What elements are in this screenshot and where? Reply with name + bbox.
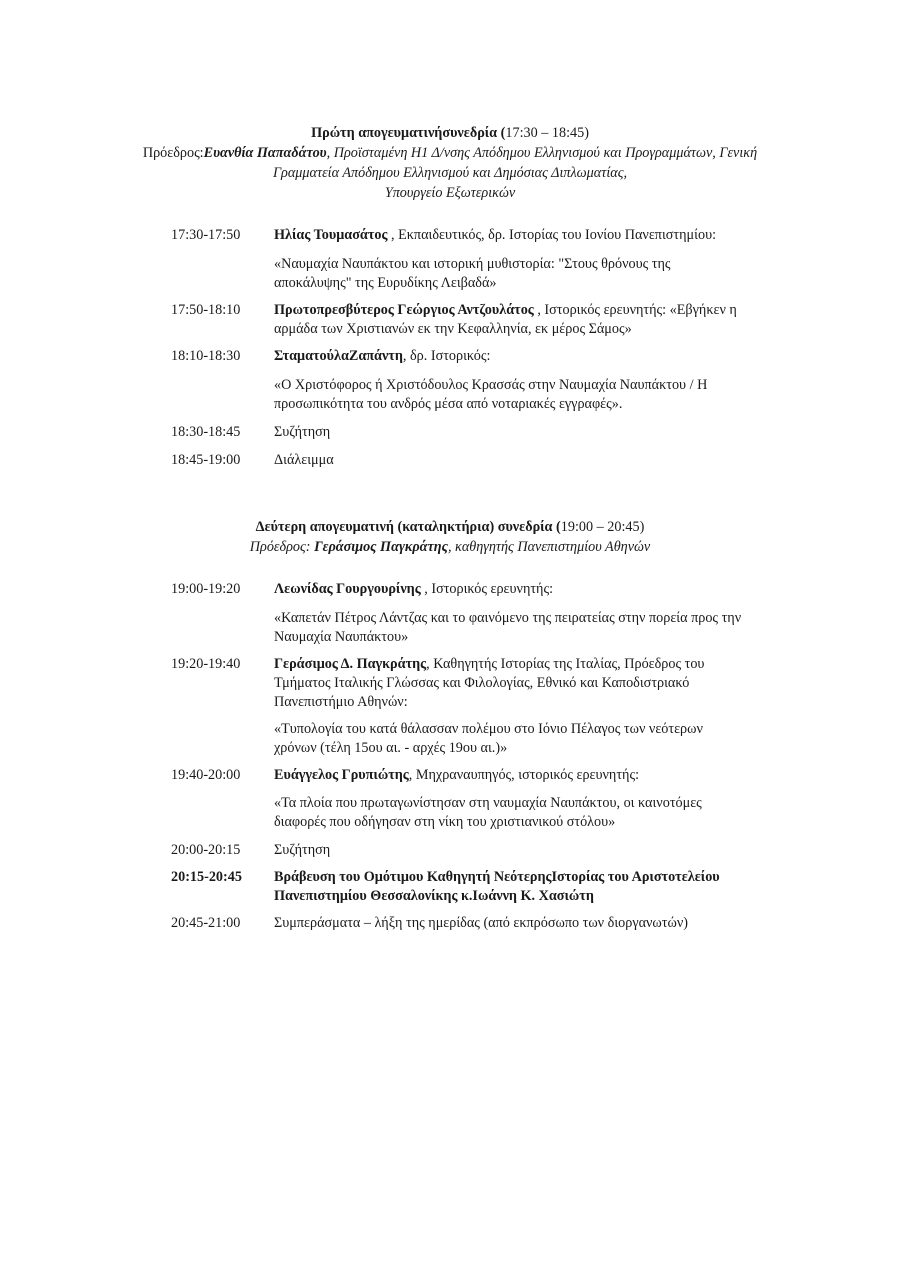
session2-chair xyxy=(250,539,650,555)
speaker-name: Ευάγγελος Γρυπιώτης xyxy=(274,767,409,783)
talk-title-line: χρόνων (τέλη 15ου αι. - αρχές 19ου αι.)» xyxy=(274,740,508,756)
time-slot: 18:10-18:30 xyxy=(171,348,241,364)
time-slot: 19:00-19:20 xyxy=(171,581,241,597)
session1-chair-prefix: Πρόεδρος: xyxy=(142,145,204,161)
speaker-name: Πρωτοπρεσβύτερος Γεώργιος Αντζουλάτος xyxy=(274,302,534,318)
session1-title xyxy=(60,123,840,143)
speaker-line xyxy=(274,655,794,712)
talk-title-line: προσωπικότητα του ανδρός μέσα από νοταριακές εγγραφές». xyxy=(274,396,623,412)
award-line: Πανεπιστημίου Θεσσαλονίκης κ.Ιωάννη Κ. Χασιώτη xyxy=(274,888,594,904)
speaker-affiliation: , δρ. Ιστορικός: xyxy=(402,348,491,364)
time-slot: 17:30-17:50 xyxy=(171,227,241,243)
time-slot: 18:30-18:45 xyxy=(171,424,241,440)
time-slot: 20:00-20:15 xyxy=(171,842,241,858)
session1-chair-name: Ευανθία Παπαδάτου xyxy=(203,145,327,161)
talk-title xyxy=(274,794,794,832)
speaker-line xyxy=(274,347,794,366)
session2-title xyxy=(60,517,840,537)
speaker-line-continued: αρμάδα των Χριστιανών εκ την Κεφαλληνία, εκ μέρος Σάμος» xyxy=(274,321,632,337)
session1-chair-role-1: , Προϊσταμένη Η1 Δ/νσης Απόδημου Ελληνισμού και Προγραμμάτων, Γενική xyxy=(326,145,758,161)
talk-title-line: «Ο Χριστόφορος ή Χριστόδουλος Κρασσάς στην Ναυμαχία Ναυπάκτου / Η xyxy=(274,377,708,393)
speaker-affiliation: , Εκπαιδευτικός, δρ. Ιστορίας του Ιονίου Πανεπιστημίου: xyxy=(387,227,717,243)
session2-header xyxy=(60,517,840,557)
session1-title-time: 17:30 – 18:45) xyxy=(505,125,589,141)
talk-title-line: «Τυπολογία του κατά θάλασσαν πολέμου στο Ιόνιο Πέλαγος των νεότερων xyxy=(274,721,703,737)
time-slot: 20:45-21:00 xyxy=(171,915,241,931)
speaker-name: ΣταματούλαΖαπάντη xyxy=(274,348,403,364)
speaker-affiliation: , Μηχραναυπηγός, ιστορικός ερευνητής: xyxy=(408,767,640,783)
agenda-text: Διάλειμμα xyxy=(274,452,334,468)
session2-title-text: Δεύτερη απογευματινή (καταληκτήρια) συνεδρία ( xyxy=(255,519,561,535)
session1-chair-role-2: Γραμματεία Απόδημου Ελληνισμού και Δημόσιας Διπλωματίας, xyxy=(272,165,628,181)
talk-title-line: διαφορές που οδήγησαν στη νίκη του χριστιανικού στόλου» xyxy=(274,814,616,830)
agenda-text: Συζήτηση xyxy=(274,424,331,440)
time-slot: 19:40-20:00 xyxy=(171,767,241,783)
speaker-affiliation: , Καθηγητής Ιστορίας της Ιταλίας, Πρόεδρος του xyxy=(426,656,705,672)
talk-title-line: «Τα πλοία που πρωταγωνίστησαν στη ναυμαχία Ναυπάκτου, οι καινοτόμες xyxy=(274,795,702,811)
speaker-name: Ηλίας Τουμασάτος xyxy=(274,227,388,243)
talk-title xyxy=(274,609,794,647)
session2-chair-prefix: Πρόεδρος: xyxy=(249,539,315,555)
talk-title xyxy=(274,376,794,414)
talk-title-line: Ναυμαχία Ναυπάκτου» xyxy=(274,629,409,645)
talk-title-line: «Καπετάν Πέτρος Λάντζας και το φαινόμενο της πειρατείας στην πορεία προς την xyxy=(274,610,742,626)
speaker-line-continued: Πανεπιστήμιο Αθηνών: xyxy=(274,694,408,710)
speaker-name: Γεράσιμος Δ. Παγκράτης xyxy=(274,656,427,672)
speaker-affiliation: , Ιστορικός ερευνητής: «Εβγήκεν η xyxy=(533,302,737,318)
time-slot: 17:50-18:10 xyxy=(171,302,241,318)
speaker-line xyxy=(274,301,794,339)
session1-chair xyxy=(143,145,757,201)
speaker-affiliation: , Ιστορικός ερευνητής: xyxy=(420,581,554,597)
award-text xyxy=(274,868,794,906)
speaker-name: Λεωνίδας Γουργουρίνης xyxy=(274,581,421,597)
talk-title xyxy=(274,720,794,758)
talk-title-line: αποκάλυψης" της Ευρυδίκης Λειβαδά» xyxy=(274,275,497,291)
time-slot: 19:20-19:40 xyxy=(171,656,241,672)
time-slot: 18:45-19:00 xyxy=(171,452,241,468)
speaker-line xyxy=(274,226,794,245)
time-slot: 20:15-20:45 xyxy=(171,869,242,885)
session2-title-time: 19:00 – 20:45) xyxy=(560,519,645,535)
session2-chair-role: , καθηγητής Πανεπιστημίου Αθηνών xyxy=(447,539,651,555)
talk-title-line: «Ναυμαχία Ναυπάκτου και ιστορική μυθιστορία: "Στους θρόνους της xyxy=(274,256,671,272)
speaker-line xyxy=(274,580,794,599)
agenda-text: Συμπεράσματα – λήξη της ημερίδας (από εκπρόσωπο των διοργανωτών) xyxy=(274,915,688,931)
agenda-text: Συζήτηση xyxy=(274,842,331,858)
award-line: Βράβευση του Ομότιμου Καθηγητή ΝεότερηςΙστορίας του Αριστοτελείου xyxy=(274,869,720,885)
talk-title xyxy=(274,255,794,293)
speaker-line-continued: Τμήματος Ιταλικής Γλώσσας και Φιλολογίας, Εθνικό και Καποδιστριακό xyxy=(274,675,690,691)
session1-title-text: Πρώτη απογευματινήσυνεδρία ( xyxy=(311,125,506,141)
speaker-line xyxy=(274,766,794,785)
session1-header xyxy=(60,123,840,203)
session1-chair-role-3: Υπουργείο Εξωτερικών xyxy=(384,185,516,201)
session2-chair-name: Γεράσιμος Παγκράτης xyxy=(314,539,448,555)
